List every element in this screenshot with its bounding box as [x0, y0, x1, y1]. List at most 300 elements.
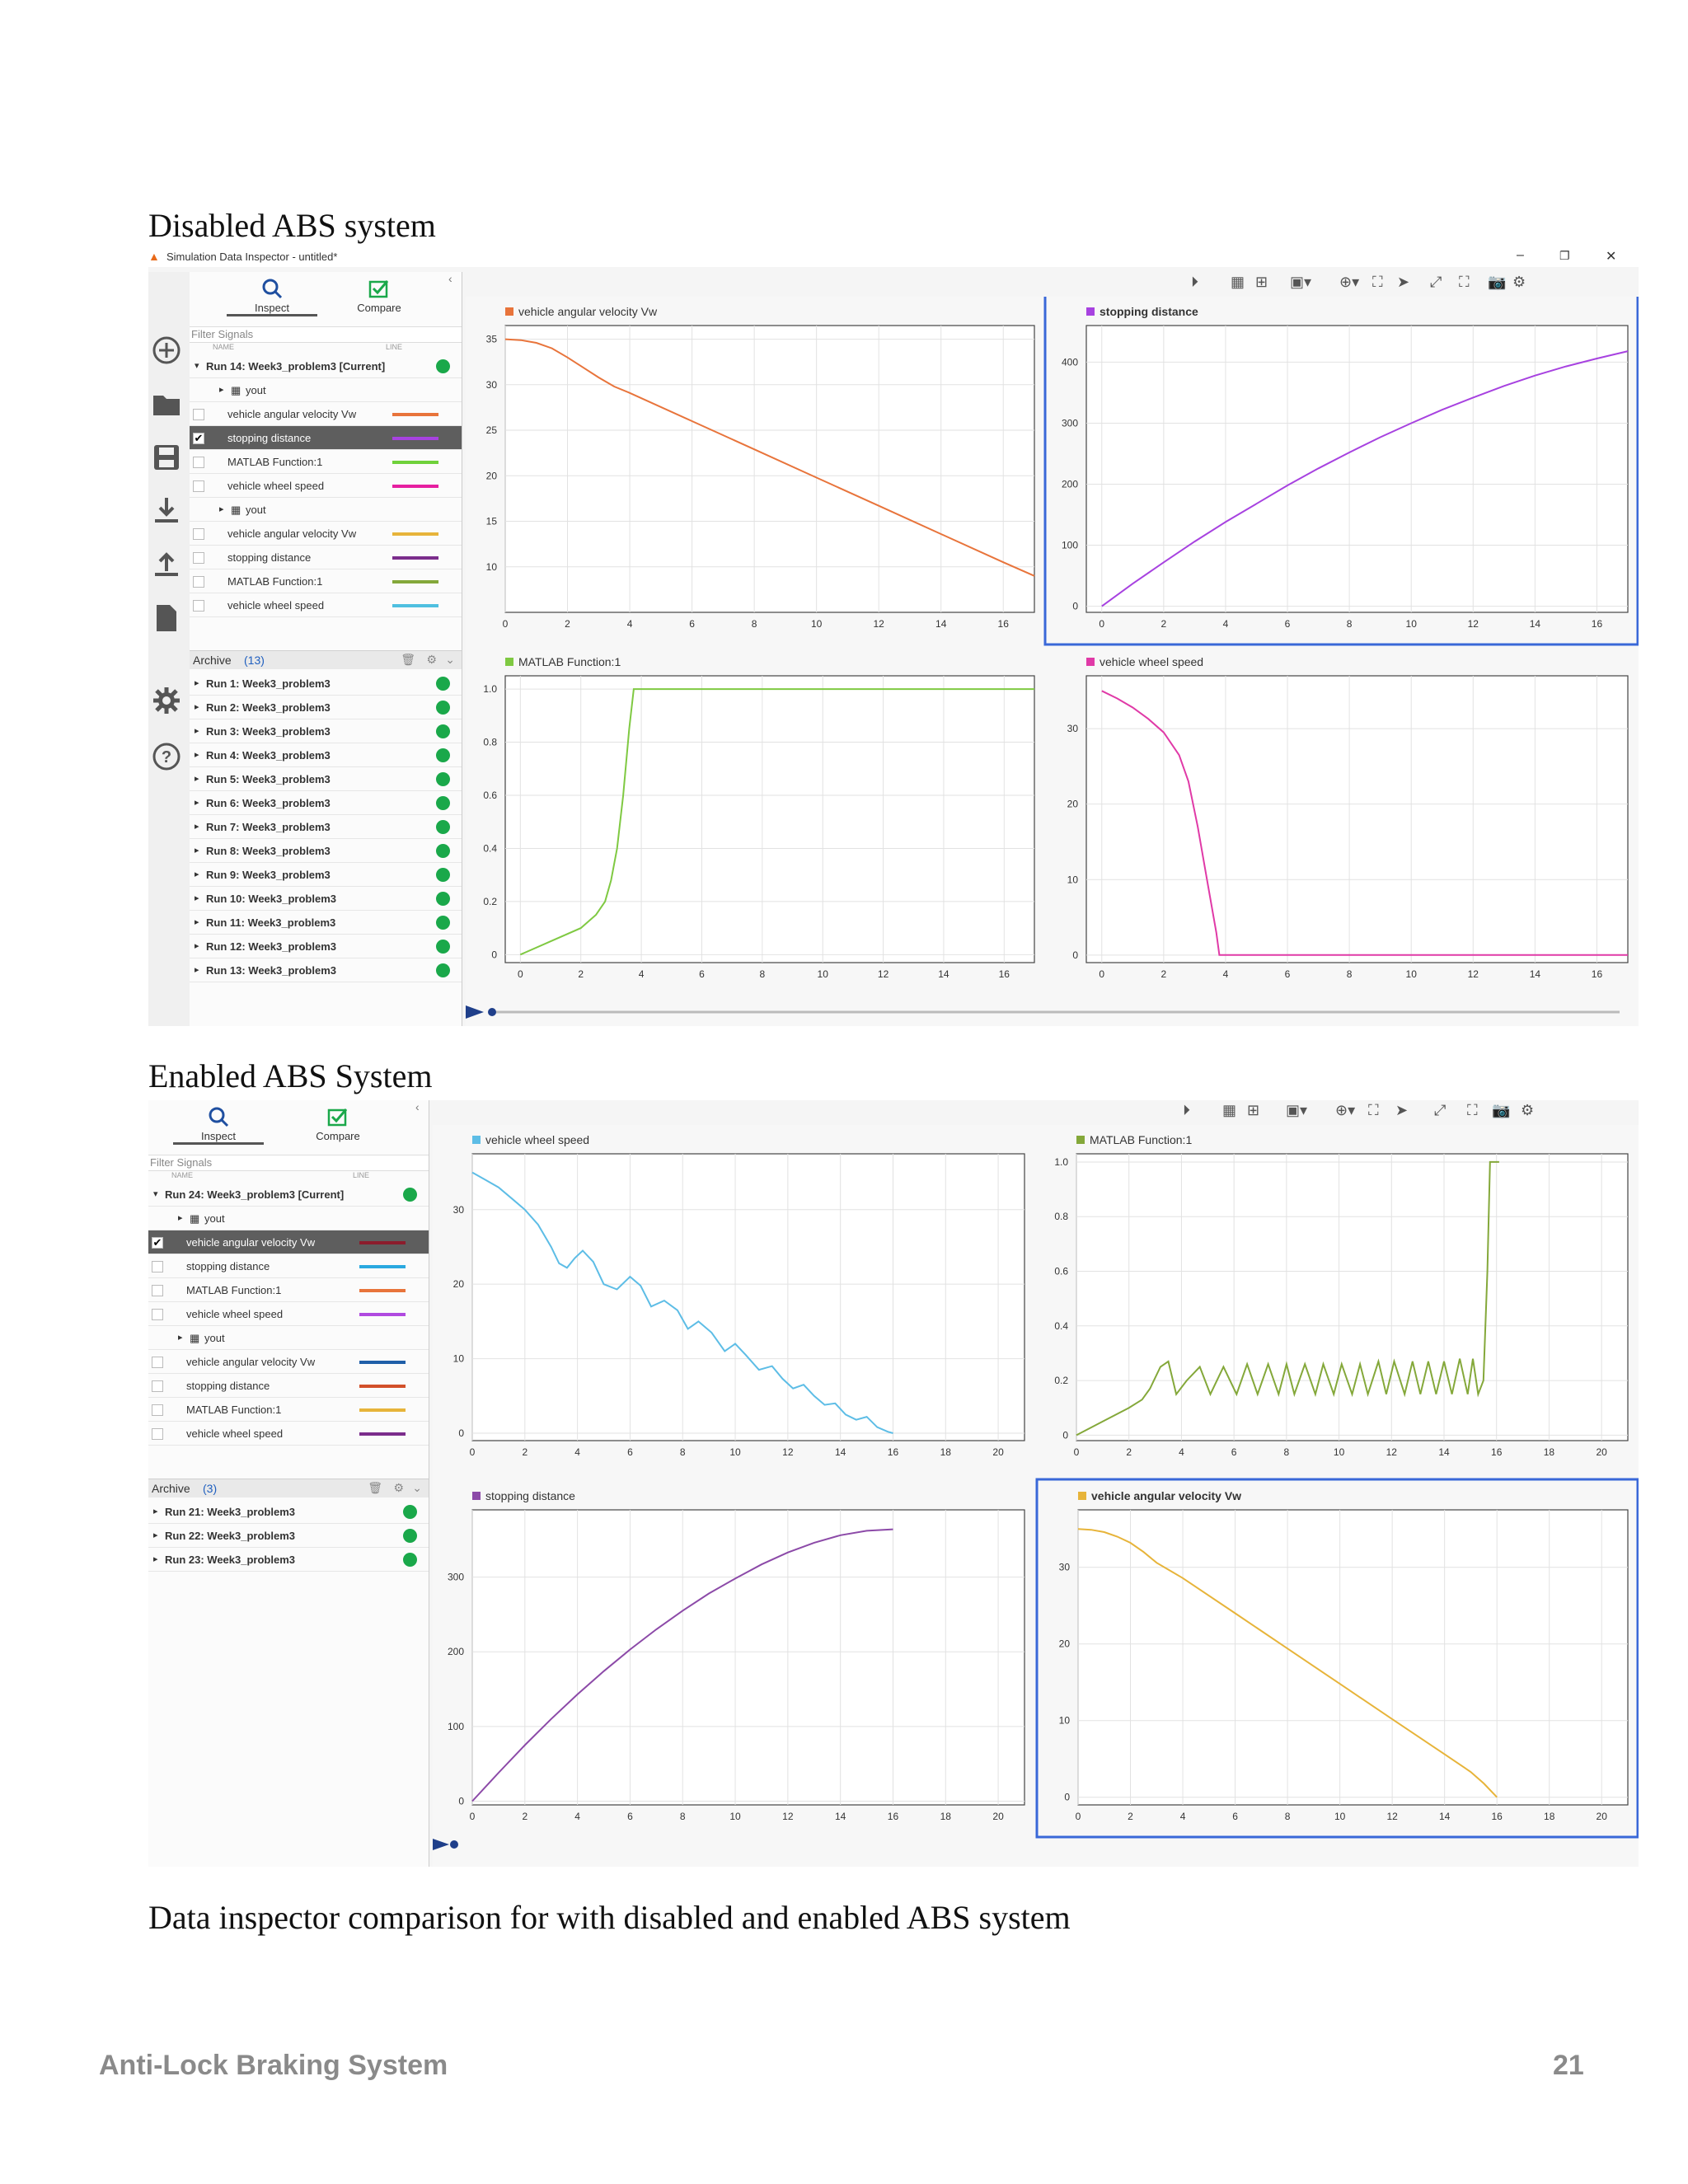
axes-frame	[472, 1510, 1025, 1805]
y-tick-label: 20	[452, 1278, 464, 1291]
run-name: Run 13: Week3_problem3	[206, 964, 336, 977]
signal-row[interactable]	[148, 1254, 429, 1278]
save-icon[interactable]	[150, 441, 183, 474]
run-name: Run 4: Week3_problem3	[206, 749, 331, 762]
tab-compare-label: Compare	[316, 1130, 360, 1142]
fullscreen-icon[interactable]: ⛶	[1459, 274, 1470, 290]
restore-button[interactable]: ❐	[1559, 249, 1570, 262]
signal-line-swatch	[359, 1408, 406, 1412]
compare-check-icon	[368, 277, 391, 300]
expand-triangle-icon[interactable]: ▸	[195, 678, 199, 688]
signal-row[interactable]	[148, 1398, 429, 1422]
settings-gear-icon[interactable]	[150, 684, 183, 717]
tab-row	[148, 1100, 429, 1155]
report-icon[interactable]	[150, 602, 183, 635]
snapshot-camera-icon[interactable]: 📷	[1488, 274, 1507, 290]
gear-icon[interactable]: ⚙	[1512, 274, 1526, 290]
sdi-window-disabled	[148, 247, 1639, 1026]
fit-to-view-icon[interactable]: ⛶	[1368, 1102, 1379, 1118]
legend-swatch	[472, 1492, 481, 1500]
filter-signals-input[interactable]: Filter Signals	[148, 1155, 429, 1171]
expand-triangle-icon[interactable]: ▸	[195, 750, 199, 760]
yout-row[interactable]	[148, 1326, 429, 1350]
legend-swatch	[1086, 307, 1095, 316]
trash-icon[interactable]: 🗑	[368, 1481, 382, 1494]
run-name: Run 22: Week3_problem3	[165, 1530, 295, 1542]
signal-name: MATLAB Function:1	[227, 456, 323, 468]
chevron-down-icon[interactable]: ⌄	[412, 1481, 422, 1494]
archive-run-row[interactable]	[148, 1548, 429, 1572]
snapshot-camera-icon[interactable]: 📷	[1492, 1102, 1511, 1118]
x-tick-label: 0	[1075, 1811, 1081, 1822]
x-tick-label: 14	[834, 1446, 846, 1458]
signal-checkbox[interactable]: ✔	[194, 432, 204, 444]
run-name: Run 2: Week3_problem3	[206, 701, 331, 714]
x-tick-label: 16	[1491, 1811, 1503, 1822]
archive-run-row[interactable]	[190, 887, 462, 911]
x-tick-label: 12	[1467, 968, 1479, 980]
signal-row[interactable]	[190, 474, 462, 498]
run-name: Run 10: Week3_problem3	[206, 893, 336, 905]
zoom-icon[interactable]: ⊕▾	[1335, 1102, 1356, 1118]
add-icon[interactable]	[150, 334, 183, 367]
plot-toolbar	[1183, 1102, 1628, 1127]
tab-inspect[interactable]	[173, 1100, 264, 1145]
archive-gear-icon[interactable]: ⚙	[393, 1481, 404, 1494]
y-tick-label: 30	[1067, 723, 1078, 735]
run-name: Run 9: Week3_problem3	[206, 869, 331, 881]
axes-frame	[472, 1154, 1025, 1441]
x-tick-label: 10	[729, 1446, 741, 1458]
signal-row[interactable]	[148, 1278, 429, 1302]
layout-grid-icon[interactable]: ▦	[1231, 274, 1245, 290]
signal-line-swatch	[392, 604, 438, 607]
signal-name: vehicle wheel speed	[227, 599, 325, 612]
heading-enabled-abs: Enabled ABS System	[148, 1057, 433, 1094]
x-tick-label: 20	[992, 1811, 1004, 1822]
signal-row[interactable]	[190, 450, 462, 474]
x-tick-label: 8	[751, 618, 757, 630]
axes-frame	[1078, 1510, 1628, 1805]
signal-checkbox[interactable]: ✔	[152, 1236, 162, 1249]
signal-checkbox[interactable]	[193, 480, 204, 492]
table-icon: ▦	[231, 504, 241, 516]
signal-line-swatch	[392, 556, 438, 560]
x-tick-label: 14	[1438, 1811, 1451, 1822]
x-tick-label: 16	[1591, 618, 1603, 630]
axes-frame	[1086, 676, 1628, 963]
subplot	[453, 1133, 1025, 1458]
svg-text:?: ?	[161, 748, 172, 766]
expand-triangle-icon[interactable]: ▸	[195, 822, 199, 832]
archive-run-row[interactable]	[190, 839, 462, 863]
play-icon[interactable]: ⏵	[1191, 274, 1198, 290]
fullscreen-icon[interactable]: ⛶	[1467, 1102, 1478, 1118]
tab-compare[interactable]	[334, 272, 424, 314]
x-tick-label: 10	[1405, 618, 1417, 630]
archive-gear-icon[interactable]: ⚙	[426, 653, 437, 666]
signal-checkbox[interactable]	[152, 1309, 163, 1320]
close-button[interactable]: ✕	[1606, 250, 1617, 264]
y-tick-label: 10	[452, 1352, 464, 1365]
x-tick-label: 0	[502, 618, 509, 630]
legend-swatch	[505, 307, 513, 316]
window-titlebar	[148, 247, 1639, 267]
run-status-icon	[436, 701, 450, 715]
column-headers	[190, 343, 462, 354]
legend-swatch	[1086, 658, 1095, 666]
x-tick-label: 2	[1128, 1811, 1133, 1822]
help-icon[interactable]	[150, 740, 183, 773]
signal-line-swatch	[392, 532, 438, 536]
yout-row[interactable]	[190, 378, 462, 402]
yout-row[interactable]	[148, 1207, 429, 1230]
trash-icon[interactable]: 🗑	[401, 653, 415, 666]
y-tick-label: 10	[1067, 874, 1078, 886]
cursor-icon[interactable]: ➤	[1397, 274, 1410, 290]
run-name: Run 5: Week3_problem3	[206, 773, 331, 785]
signal-checkbox[interactable]	[152, 1428, 163, 1440]
run-status-icon	[436, 772, 450, 786]
x-tick-label: 8	[679, 1811, 686, 1822]
x-tick-label: 4	[1179, 1446, 1184, 1458]
y-tick-label: 20	[1058, 1638, 1070, 1650]
y-tick-label: 1.0	[483, 683, 497, 696]
signal-row[interactable]	[190, 522, 462, 546]
legend-label: vehicle wheel speed	[1100, 655, 1204, 668]
signal-row[interactable]	[148, 1230, 429, 1254]
y-tick-label: 30	[485, 378, 497, 391]
run-status-icon	[436, 963, 450, 977]
signal-checkbox[interactable]	[193, 528, 204, 540]
chevron-down-icon[interactable]: ⌄	[445, 653, 455, 666]
archive-run-row[interactable]	[190, 815, 462, 839]
x-tick-label: 4	[574, 1446, 580, 1458]
signal-line-swatch	[359, 1313, 406, 1316]
sdi-window-enabled	[148, 1100, 1639, 1867]
legend-label: MATLAB Function:1	[1090, 1133, 1193, 1146]
expand-triangle-icon[interactable]: ▾	[153, 1189, 158, 1199]
x-tick-label: 10	[810, 618, 823, 630]
expand-icon[interactable]: ⤢	[1430, 274, 1442, 290]
tab-compare[interactable]	[293, 1100, 383, 1142]
archive-run-row[interactable]	[148, 1500, 429, 1524]
expand-triangle-icon[interactable]: ▸	[178, 1333, 183, 1343]
col-line: LINE	[353, 1171, 370, 1179]
signal-checkbox[interactable]	[152, 1380, 163, 1392]
signal-checkbox[interactable]	[193, 457, 204, 468]
tab-inspect-label: Inspect	[255, 302, 289, 314]
archive-header[interactable]	[190, 650, 462, 669]
y-tick-label: 0.6	[1054, 1265, 1068, 1277]
signal-checkbox[interactable]	[152, 1285, 163, 1296]
expand-triangle-icon[interactable]: ▸	[153, 1530, 158, 1540]
signal-line-swatch	[392, 485, 438, 488]
signal-row[interactable]	[190, 593, 462, 617]
run-status-icon	[403, 1529, 417, 1543]
legend-label: MATLAB Function:1	[518, 655, 621, 668]
y-tick-label: 30	[1058, 1561, 1070, 1573]
cursor-icon[interactable]: ➤	[1395, 1102, 1409, 1118]
legend-label: vehicle wheel speed	[485, 1133, 590, 1146]
window-title: Simulation Data Inspector - untitled*	[166, 251, 338, 263]
y-tick-label: 1.0	[1054, 1155, 1068, 1168]
subplot	[1067, 655, 1628, 980]
run-status-icon	[436, 892, 450, 906]
plot-grid	[466, 297, 1639, 1026]
x-tick-label: 8	[1284, 1811, 1291, 1822]
export-icon[interactable]	[150, 548, 183, 581]
search-icon	[207, 1105, 230, 1128]
subplot	[1045, 297, 1638, 644]
run-name: Run 7: Week3_problem3	[206, 821, 331, 833]
table-icon: ▦	[190, 1212, 200, 1225]
signal-row[interactable]	[148, 1374, 429, 1398]
signal-row[interactable]	[148, 1350, 429, 1374]
signal-name: vehicle angular velocity Vw	[186, 1356, 316, 1368]
yout-label: yout	[246, 384, 266, 396]
signal-line-swatch	[392, 437, 438, 440]
signal-name: vehicle wheel speed	[186, 1427, 284, 1440]
x-tick-label: 18	[940, 1446, 951, 1458]
signal-checkbox[interactable]	[193, 600, 204, 612]
archive-run-row[interactable]	[148, 1524, 429, 1548]
import-icon[interactable]	[150, 494, 183, 527]
y-tick-label: 0.4	[1054, 1319, 1068, 1332]
filter-signals-input[interactable]: Filter Signals	[190, 326, 462, 343]
subplot	[1054, 1133, 1628, 1458]
tab-inspect[interactable]	[227, 272, 317, 316]
timeline-handle	[450, 1840, 458, 1849]
signal-checkbox[interactable]	[193, 552, 204, 564]
subplot	[448, 1489, 1025, 1822]
archive-run-row[interactable]	[190, 958, 462, 982]
signal-row[interactable]	[190, 426, 462, 450]
y-tick-label: 0	[491, 949, 497, 961]
expand-triangle-icon[interactable]: ▸	[195, 917, 199, 927]
x-tick-label: 10	[817, 968, 828, 980]
run-status-icon	[436, 748, 450, 762]
expand-triangle-icon[interactable]: ▸	[219, 385, 224, 395]
expand-icon[interactable]: ⤢	[1434, 1102, 1447, 1118]
x-tick-label: 0	[1073, 1446, 1080, 1458]
x-tick-label: 14	[938, 968, 950, 980]
archive-run-row[interactable]	[190, 863, 462, 887]
x-tick-label: 14	[1529, 968, 1541, 980]
expand-triangle-icon[interactable]: ▸	[195, 798, 199, 808]
col-line: LINE	[386, 343, 403, 351]
expand-triangle-icon[interactable]: ▸	[195, 893, 199, 903]
yout-label: yout	[204, 1332, 225, 1344]
x-tick-label: 0	[1099, 618, 1105, 630]
x-tick-label: 2	[578, 968, 584, 980]
x-tick-label: 8	[1346, 968, 1353, 980]
run-name: Run 21: Week3_problem3	[165, 1506, 295, 1518]
x-tick-label: 18	[940, 1811, 951, 1822]
expand-triangle-icon[interactable]: ▸	[195, 846, 199, 855]
archive-count: (13)	[244, 654, 265, 667]
layout-grid-icon[interactable]: ▦	[1222, 1102, 1237, 1118]
signal-row[interactable]	[190, 569, 462, 593]
archive-run-row[interactable]	[190, 672, 462, 696]
x-tick-label: 6	[1232, 1811, 1238, 1822]
archive-run-row[interactable]	[190, 696, 462, 719]
y-tick-label: 300	[1061, 417, 1078, 429]
y-tick-label: 0.2	[483, 895, 497, 907]
expand-triangle-icon[interactable]: ▸	[178, 1213, 183, 1223]
legend-swatch	[1076, 1136, 1085, 1144]
expand-triangle-icon[interactable]: ▾	[195, 361, 199, 371]
signal-line-swatch	[359, 1361, 406, 1364]
x-tick-label: 18	[1544, 1811, 1555, 1822]
subplot-icon[interactable]: ⊞	[1247, 1102, 1260, 1118]
y-tick-label: 0.8	[483, 736, 497, 748]
signal-checkbox[interactable]	[193, 576, 204, 588]
signal-row[interactable]	[190, 546, 462, 569]
signal-checkbox[interactable]	[152, 1261, 163, 1272]
heading-disabled-abs: Disabled ABS system	[148, 207, 436, 244]
collapse-chevron-icon[interactable]: ‹	[448, 272, 452, 285]
gear-icon[interactable]: ⚙	[1521, 1102, 1535, 1118]
signal-checkbox[interactable]	[152, 1357, 163, 1368]
x-tick-label: 16	[887, 1446, 899, 1458]
signal-row[interactable]	[190, 402, 462, 426]
x-tick-label: 4	[626, 618, 633, 630]
y-tick-label: 100	[1061, 539, 1078, 551]
expand-triangle-icon[interactable]: ▸	[153, 1554, 158, 1564]
yout-row[interactable]	[190, 498, 462, 522]
subplot-icon[interactable]: ⊞	[1255, 274, 1268, 290]
signal-row[interactable]	[148, 1422, 429, 1446]
signal-name: stopping distance	[186, 1380, 270, 1392]
visualization-icon[interactable]: ▣▾	[1286, 1102, 1308, 1118]
axes-frame	[1086, 326, 1628, 612]
x-tick-label: 6	[1284, 968, 1291, 980]
x-tick-label: 4	[574, 1811, 580, 1822]
tab-row	[190, 272, 462, 326]
column-headers	[148, 1171, 429, 1183]
x-tick-label: 8	[679, 1446, 686, 1458]
archive-count: (3)	[203, 1482, 218, 1495]
timeline-play-icon	[433, 1839, 449, 1850]
x-tick-label: 16	[887, 1811, 899, 1822]
x-tick-label: 18	[1543, 1446, 1555, 1458]
y-tick-label: 35	[485, 333, 497, 345]
expand-triangle-icon[interactable]: ▸	[195, 726, 199, 736]
folder-open-icon[interactable]	[150, 387, 183, 420]
run-row-current[interactable]	[190, 354, 462, 378]
play-icon[interactable]: ⏵	[1183, 1102, 1190, 1118]
run-name: Run 11: Week3_problem3	[206, 916, 336, 929]
archive-run-row[interactable]	[190, 911, 462, 935]
x-tick-label: 10	[1405, 968, 1417, 980]
x-tick-label: 14	[834, 1811, 846, 1822]
x-tick-label: 4	[638, 968, 645, 980]
x-tick-label: 8	[1346, 618, 1353, 630]
y-tick-label: 0	[1062, 1429, 1068, 1441]
archive-run-row[interactable]	[190, 935, 462, 958]
fit-to-view-icon[interactable]: ⛶	[1372, 274, 1383, 290]
legend-label: vehicle angular velocity Vw	[1091, 1489, 1242, 1502]
signal-line-swatch	[359, 1265, 406, 1268]
signal-name: stopping distance	[227, 432, 312, 444]
y-tick-label: 20	[485, 470, 497, 482]
x-tick-label: 16	[1491, 1446, 1503, 1458]
expand-triangle-icon[interactable]: ▸	[195, 774, 199, 784]
x-tick-label: 10	[1333, 1446, 1345, 1458]
zoom-icon[interactable]: ⊕▾	[1339, 274, 1360, 290]
archive-run-row[interactable]	[190, 719, 462, 743]
x-tick-label: 0	[1099, 968, 1105, 980]
y-tick-label: 200	[447, 1646, 464, 1658]
run-name: Run 1: Week3_problem3	[206, 677, 331, 690]
visualization-icon[interactable]: ▣▾	[1290, 274, 1312, 290]
signal-checkbox[interactable]	[193, 409, 204, 420]
x-tick-label: 2	[522, 1446, 528, 1458]
timeline-handle	[488, 1008, 496, 1016]
x-tick-label: 12	[782, 1446, 794, 1458]
run-status-icon	[436, 940, 450, 954]
archive-run-row[interactable]	[190, 743, 462, 767]
expand-triangle-icon[interactable]: ▸	[195, 702, 199, 712]
minimize-button[interactable]: –	[1517, 248, 1524, 262]
x-tick-label: 16	[997, 618, 1009, 630]
collapse-chevron-icon[interactable]: ‹	[415, 1100, 420, 1113]
x-tick-label: 6	[627, 1446, 633, 1458]
plot-area	[433, 1125, 1639, 1867]
x-tick-label: 20	[992, 1446, 1004, 1458]
x-tick-label: 0	[469, 1446, 476, 1458]
x-tick-label: 20	[1596, 1446, 1607, 1458]
x-tick-label: 2	[565, 618, 570, 630]
expand-triangle-icon[interactable]: ▸	[219, 504, 224, 514]
x-tick-label: 20	[1596, 1811, 1607, 1822]
archive-run-row[interactable]	[190, 791, 462, 815]
x-tick-label: 16	[1591, 968, 1603, 980]
expand-triangle-icon[interactable]: ▸	[195, 965, 199, 975]
expand-triangle-icon[interactable]: ▸	[195, 869, 199, 879]
expand-triangle-icon[interactable]: ▸	[153, 1507, 158, 1516]
legend-label: vehicle angular velocity Vw	[518, 305, 658, 318]
archive-header[interactable]	[148, 1479, 429, 1497]
archive-run-row[interactable]	[190, 767, 462, 791]
x-tick-label: 12	[1386, 1811, 1398, 1822]
x-tick-label: 10	[729, 1811, 741, 1822]
subplot	[483, 655, 1034, 980]
x-tick-label: 4	[1222, 968, 1229, 980]
x-tick-label: 0	[469, 1811, 476, 1822]
x-tick-label: 8	[1283, 1446, 1290, 1458]
x-tick-label: 2	[1160, 618, 1167, 630]
y-tick-label: 300	[447, 1571, 464, 1583]
col-name: NAME	[171, 1171, 194, 1179]
legend-swatch	[505, 658, 513, 666]
run-name: Run 14: Week3_problem3 [Current]	[206, 360, 386, 373]
run-name: Run 8: Week3_problem3	[206, 845, 331, 857]
yout-label: yout	[246, 504, 266, 516]
run-name: Run 12: Week3_problem3	[206, 940, 336, 953]
signal-row[interactable]	[148, 1302, 429, 1326]
signal-checkbox[interactable]	[152, 1404, 163, 1416]
y-tick-label: 10	[485, 560, 497, 573]
table-icon: ▦	[231, 384, 241, 396]
expand-triangle-icon[interactable]: ▸	[195, 941, 199, 951]
signal-line-swatch	[392, 461, 438, 464]
x-tick-label: 16	[998, 968, 1010, 980]
plot-toolbar	[1191, 274, 1636, 298]
x-tick-label: 6	[627, 1811, 633, 1822]
run-row-current[interactable]	[148, 1183, 429, 1207]
